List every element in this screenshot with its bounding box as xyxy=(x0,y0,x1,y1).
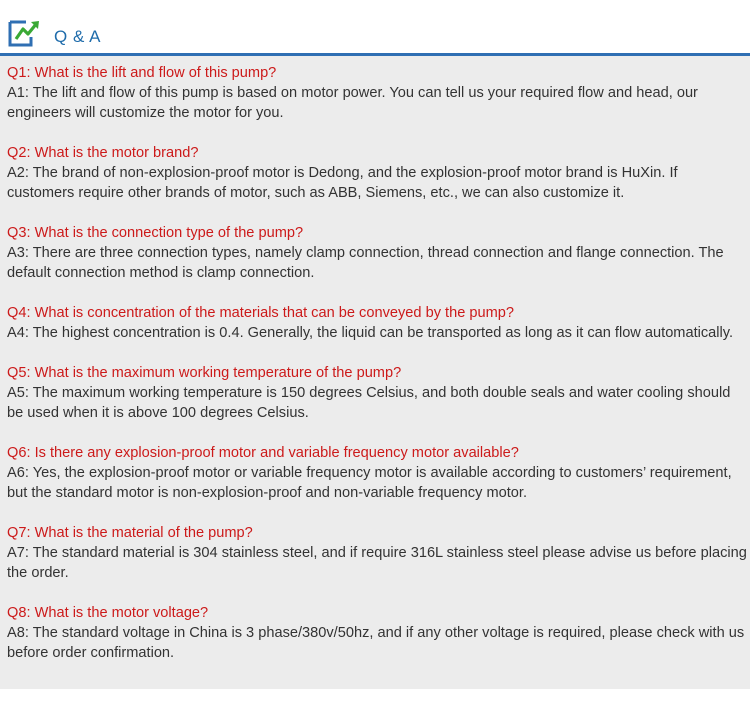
qa-item xyxy=(7,143,747,203)
qa-item xyxy=(7,523,747,583)
qa-item xyxy=(7,603,747,663)
question-7: Q7: What is the material of the pump? xyxy=(7,525,253,541)
question-6: Q6: Is there any explosion-proof motor and variable frequency motor available? xyxy=(7,445,519,461)
section-title: Q & A xyxy=(54,27,101,46)
question-5: Q5: What is the maximum working temperature of the pump? xyxy=(7,365,402,381)
qa-header xyxy=(0,0,750,56)
answer-4: A4: The highest concentration is 0.4. Generally, the liquid can be transported as long as it can flow automatically. xyxy=(7,325,734,341)
qa-item xyxy=(7,443,747,503)
answer-7: A7: The standard material is 304 stainless steel, and if require 316L stainless steel please advise us before placing the order. xyxy=(7,545,747,581)
qa-item xyxy=(7,63,747,123)
answer-1: A1: The lift and flow of this pump is based on motor power. You can tell us your required flow and head, our engineers will customize the motor for you. xyxy=(7,85,698,121)
question-1: Q1: What is the lift and flow of this pump? xyxy=(7,65,277,81)
question-3: Q3: What is the connection type of the pump? xyxy=(7,225,304,241)
question-2: Q2: What is the motor brand? xyxy=(7,145,199,161)
qa-item xyxy=(7,303,747,343)
answer-3: A3: There are three connection types, namely clamp connection, thread connection and flange connection. The default connection method is clamp connection. xyxy=(7,245,724,281)
answer-6: A6: Yes, the explosion-proof motor or variable frequency motor is available according to customers’ requirement, but the standard motor is non-explosion-proof and non-variable frequency motor. xyxy=(7,465,732,501)
qa-item xyxy=(7,223,747,283)
chart-arrow-icon xyxy=(7,18,47,48)
qa-item xyxy=(7,363,747,423)
question-8: Q8: What is the motor voltage? xyxy=(7,605,209,621)
qa-list xyxy=(7,63,747,683)
answer-2: A2: The brand of non-explosion-proof motor is Dedong, and the explosion-proof motor brand is HuXin. If customers require other brands of motor, such as ABB, Siemens, etc., we can also customize it. xyxy=(7,165,678,201)
qa-panel xyxy=(0,56,750,689)
answer-5: A5: The maximum working temperature is 150 degrees Celsius, and both double seals and water cooling should be used when it is above 100 degrees Celsius. xyxy=(7,385,731,421)
question-4: Q4: What is concentration of the materials that can be conveyed by the pump? xyxy=(7,305,515,321)
answer-8: A8: The standard voltage in China is 3 phase/380v/50hz, and if any other voltage is required, please check with us before order confirmation. xyxy=(7,625,745,661)
